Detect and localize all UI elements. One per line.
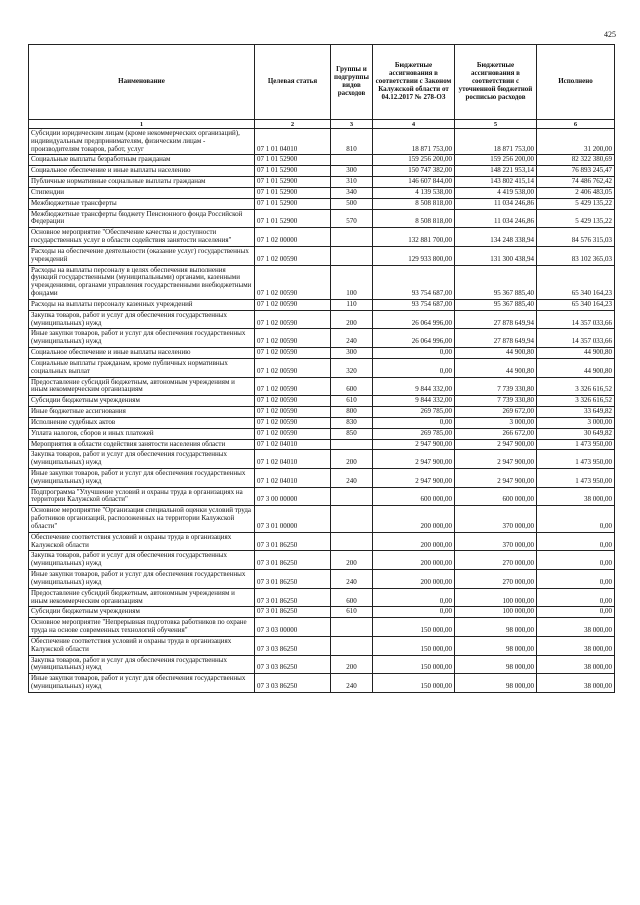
row-budget-refined: 27 878 649,94 xyxy=(455,329,537,348)
row-target-article: 07 1 02 00590 xyxy=(255,246,331,265)
row-name: Основное мероприятие "Обеспечение качества и доступности государственных услуг в области содействия занятости населения" xyxy=(29,228,255,247)
table-row xyxy=(29,655,615,674)
row-name: Закупка товаров, работ и услуг для обеспечения государственных (муниципальных) нужд xyxy=(29,655,255,674)
row-expense-group: 200 xyxy=(331,450,373,469)
row-executed: 0,00 xyxy=(537,607,615,618)
row-expense-group: 320 xyxy=(331,358,373,377)
row-name: Основное мероприятие "Непрерывная подготовка работников по охране труда на основе современных технологий обучения" xyxy=(29,618,255,637)
row-executed: 65 340 164,23 xyxy=(537,299,615,310)
row-budget-law: 2 947 900,00 xyxy=(373,468,455,487)
row-expense-group: 240 xyxy=(331,329,373,348)
row-expense-group xyxy=(331,618,373,637)
row-executed: 38 000,00 xyxy=(537,636,615,655)
row-budget-refined: 269 672,00 xyxy=(455,407,537,418)
row-name: Основное мероприятие "Организация специальной оценки условий труда работников организаций, расположенных на территории Калужской области" xyxy=(29,506,255,532)
row-budget-refined: 7 739 330,80 xyxy=(455,377,537,396)
header-budget-refined: Бюджетные ассигнования в соответствии с уточненной бюджетной росписью расходов xyxy=(455,45,537,120)
row-name: Мероприятия в области содействия занятости населения области xyxy=(29,439,255,450)
column-number: 3 xyxy=(331,120,373,129)
table-row xyxy=(29,377,615,396)
row-budget-law: 26 064 996,00 xyxy=(373,310,455,329)
row-target-article: 07 1 02 00590 xyxy=(255,377,331,396)
row-expense-group xyxy=(331,155,373,166)
row-executed: 3 326 616,52 xyxy=(537,396,615,407)
row-budget-law: 4 139 538,00 xyxy=(373,187,455,198)
row-budget-law: 8 508 818,00 xyxy=(373,198,455,209)
table-row xyxy=(29,674,615,693)
table-row xyxy=(29,129,615,155)
table-row xyxy=(29,468,615,487)
row-expense-group: 240 xyxy=(331,674,373,693)
row-executed: 0,00 xyxy=(537,532,615,551)
row-budget-refined: 11 034 246,86 xyxy=(455,209,537,228)
row-name: Социальное обеспечение и иные выплаты населению xyxy=(29,348,255,359)
row-executed: 2 406 483,05 xyxy=(537,187,615,198)
row-expense-group: 600 xyxy=(331,377,373,396)
row-budget-law: 269 785,00 xyxy=(373,428,455,439)
row-expense-group: 200 xyxy=(331,551,373,570)
row-budget-law: 0,00 xyxy=(373,588,455,607)
row-expense-group: 100 xyxy=(331,265,373,299)
row-executed: 0,00 xyxy=(537,506,615,532)
row-budget-refined: 159 256 200,00 xyxy=(455,155,537,166)
row-budget-refined: 134 248 338,94 xyxy=(455,228,537,247)
row-name: Иные закупки товаров, работ и услуг для обеспечения государственных (муниципальных) нужд xyxy=(29,468,255,487)
row-budget-refined: 100 000,00 xyxy=(455,607,537,618)
row-budget-refined: 7 739 330,80 xyxy=(455,396,537,407)
row-budget-law: 2 947 900,00 xyxy=(373,439,455,450)
table-row xyxy=(29,439,615,450)
row-target-article: 07 1 01 52900 xyxy=(255,198,331,209)
page-number: 425 xyxy=(604,30,616,39)
row-budget-refined: 11 034 246,86 xyxy=(455,198,537,209)
row-target-article: 07 1 01 52900 xyxy=(255,155,331,166)
row-name: Субсидии бюджетным учреждениям xyxy=(29,396,255,407)
row-expense-group xyxy=(331,506,373,532)
row-name: Уплата налогов, сборов и иных платежей xyxy=(29,428,255,439)
row-name: Иные закупки товаров, работ и услуг для обеспечения государственных (муниципальных) нужд xyxy=(29,570,255,589)
row-target-article: 07 1 02 00590 xyxy=(255,348,331,359)
row-target-article: 07 3 03 00000 xyxy=(255,618,331,637)
row-expense-group: 500 xyxy=(331,198,373,209)
row-name: Иные бюджетные ассигнования xyxy=(29,407,255,418)
row-budget-law: 600 000,00 xyxy=(373,487,455,506)
row-budget-law: 200 000,00 xyxy=(373,551,455,570)
row-executed: 44 900,80 xyxy=(537,348,615,359)
row-budget-law: 150 000,00 xyxy=(373,618,455,637)
row-expense-group: 610 xyxy=(331,607,373,618)
row-target-article: 07 3 03 86250 xyxy=(255,636,331,655)
row-budget-refined: 98 000,00 xyxy=(455,674,537,693)
table-row xyxy=(29,246,615,265)
table-row xyxy=(29,618,615,637)
row-expense-group: 200 xyxy=(331,310,373,329)
table-row xyxy=(29,265,615,299)
table-row xyxy=(29,570,615,589)
table-row xyxy=(29,209,615,228)
table-row xyxy=(29,551,615,570)
row-expense-group: 600 xyxy=(331,588,373,607)
row-executed: 3 000,00 xyxy=(537,417,615,428)
row-target-article: 07 1 02 00590 xyxy=(255,417,331,428)
row-executed: 5 429 135,22 xyxy=(537,198,615,209)
row-budget-law: 0,00 xyxy=(373,358,455,377)
row-target-article: 07 1 01 52900 xyxy=(255,166,331,177)
row-executed: 84 576 315,03 xyxy=(537,228,615,247)
row-name: Расходы на выплаты персоналу казенных учреждений xyxy=(29,299,255,310)
table-row xyxy=(29,299,615,310)
row-name: Исполнение судебных актов xyxy=(29,417,255,428)
header-executed: Исполнено xyxy=(537,45,615,120)
row-budget-law: 0,00 xyxy=(373,348,455,359)
table-row xyxy=(29,329,615,348)
row-budget-refined: 100 000,00 xyxy=(455,588,537,607)
table-row xyxy=(29,636,615,655)
row-target-article: 07 1 02 00590 xyxy=(255,358,331,377)
row-expense-group xyxy=(331,439,373,450)
row-budget-refined: 2 947 900,00 xyxy=(455,450,537,469)
row-budget-law: 146 607 844,00 xyxy=(373,177,455,188)
table-row xyxy=(29,348,615,359)
row-budget-law: 200 000,00 xyxy=(373,532,455,551)
header-budget-law: Бюджетные ассигнования в соответствии с Законом Калужской области от 04.12.2017 № 278-ОЗ xyxy=(373,45,455,120)
row-executed: 74 486 762,42 xyxy=(537,177,615,188)
row-target-article: 07 1 02 04010 xyxy=(255,468,331,487)
row-name: Иные закупки товаров, работ и услуг для обеспечения государственных (муниципальных) нужд xyxy=(29,674,255,693)
row-name: Субсидии юридическим лицам (кроме некоммерческих организаций), индивидуальным предпринимателям, физическим лицам - производителям товаров, работ, услуг xyxy=(29,129,255,155)
row-target-article: 07 1 01 04010 xyxy=(255,129,331,155)
row-name: Социальные выплаты безработным гражданам xyxy=(29,155,255,166)
row-budget-law: 2 947 900,00 xyxy=(373,450,455,469)
row-executed: 14 357 033,66 xyxy=(537,310,615,329)
row-budget-law: 26 064 996,00 xyxy=(373,329,455,348)
row-target-article: 07 1 02 00590 xyxy=(255,396,331,407)
row-name: Расходы на выплаты персоналу в целях обеспечения выполнения функций государственными (муниципальными) органами, казенными учреждениями, органами управления государственными внебюджетными фондами xyxy=(29,265,255,299)
row-budget-refined: 98 000,00 xyxy=(455,636,537,655)
row-budget-law: 18 871 753,00 xyxy=(373,129,455,155)
row-target-article: 07 3 03 86250 xyxy=(255,674,331,693)
row-budget-law: 200 000,00 xyxy=(373,506,455,532)
row-name: Закупка товаров, работ и услуг для обеспечения государственных (муниципальных) нужд xyxy=(29,551,255,570)
table-row xyxy=(29,607,615,618)
table-row xyxy=(29,417,615,428)
row-budget-refined: 600 000,00 xyxy=(455,487,537,506)
row-budget-law: 150 000,00 xyxy=(373,636,455,655)
row-budget-refined: 148 221 953,14 xyxy=(455,166,537,177)
table-row xyxy=(29,428,615,439)
row-expense-group: 800 xyxy=(331,407,373,418)
row-budget-refined: 95 367 885,40 xyxy=(455,299,537,310)
row-executed: 82 322 380,69 xyxy=(537,155,615,166)
row-budget-law: 93 754 687,00 xyxy=(373,299,455,310)
row-budget-refined: 370 000,00 xyxy=(455,532,537,551)
row-budget-refined: 131 300 438,94 xyxy=(455,246,537,265)
row-executed: 0,00 xyxy=(537,570,615,589)
row-expense-group: 240 xyxy=(331,570,373,589)
row-target-article: 07 1 02 04010 xyxy=(255,439,331,450)
row-budget-law: 150 747 382,00 xyxy=(373,166,455,177)
row-executed: 14 357 033,66 xyxy=(537,329,615,348)
column-number: 4 xyxy=(373,120,455,129)
row-executed: 38 000,00 xyxy=(537,487,615,506)
row-budget-refined: 266 672,00 xyxy=(455,428,537,439)
table-row xyxy=(29,358,615,377)
row-executed: 3 326 616,52 xyxy=(537,377,615,396)
row-name: Закупка товаров, работ и услуг для обеспечения государственных (муниципальных) нужд xyxy=(29,450,255,469)
header-expense-groups: Группы и подгруппы видов расходов xyxy=(331,45,373,120)
row-budget-law: 159 256 200,00 xyxy=(373,155,455,166)
row-budget-law: 9 844 332,00 xyxy=(373,396,455,407)
row-budget-law: 150 000,00 xyxy=(373,655,455,674)
row-target-article: 07 1 02 00000 xyxy=(255,228,331,247)
row-expense-group: 200 xyxy=(331,655,373,674)
row-target-article: 07 1 01 52900 xyxy=(255,209,331,228)
row-executed: 0,00 xyxy=(537,588,615,607)
row-budget-refined: 98 000,00 xyxy=(455,618,537,637)
table-row xyxy=(29,177,615,188)
row-name: Расходы на обеспечение деятельности (оказание услуг) государственных учреждений xyxy=(29,246,255,265)
table-row xyxy=(29,506,615,532)
row-expense-group: 300 xyxy=(331,348,373,359)
row-expense-group: 610 xyxy=(331,396,373,407)
row-name: Межбюджетные трансферты xyxy=(29,198,255,209)
row-name: Публичные нормативные социальные выплаты гражданам xyxy=(29,177,255,188)
row-name: Социальное обеспечение и иные выплаты населению xyxy=(29,166,255,177)
row-name: Межбюджетные трансферты бюджету Пенсионного фонда Российской Федерации xyxy=(29,209,255,228)
table-row xyxy=(29,407,615,418)
row-executed: 1 473 950,00 xyxy=(537,468,615,487)
column-number: 1 xyxy=(29,120,255,129)
row-budget-refined: 98 000,00 xyxy=(455,655,537,674)
row-expense-group: 240 xyxy=(331,468,373,487)
row-executed: 38 000,00 xyxy=(537,618,615,637)
row-budget-refined: 18 871 753,00 xyxy=(455,129,537,155)
row-expense-group: 810 xyxy=(331,129,373,155)
row-expense-group: 300 xyxy=(331,166,373,177)
row-budget-refined: 27 878 649,94 xyxy=(455,310,537,329)
column-number: 2 xyxy=(255,120,331,129)
row-target-article: 07 1 02 00590 xyxy=(255,329,331,348)
row-executed: 1 473 950,00 xyxy=(537,439,615,450)
table-row xyxy=(29,396,615,407)
budget-table xyxy=(28,44,615,693)
row-target-article: 07 3 01 86250 xyxy=(255,588,331,607)
row-budget-law: 9 844 332,00 xyxy=(373,377,455,396)
table-body xyxy=(29,120,615,693)
row-target-article: 07 3 01 86250 xyxy=(255,607,331,618)
row-expense-group xyxy=(331,228,373,247)
row-budget-refined: 44 900,80 xyxy=(455,358,537,377)
row-executed: 38 000,00 xyxy=(537,674,615,693)
row-executed: 31 200,00 xyxy=(537,129,615,155)
table-header xyxy=(29,45,615,120)
row-name: Иные закупки товаров, работ и услуг для обеспечения государственных (муниципальных) нужд xyxy=(29,329,255,348)
row-budget-law: 0,00 xyxy=(373,417,455,428)
row-budget-refined: 4 419 538,00 xyxy=(455,187,537,198)
row-target-article: 07 3 01 86250 xyxy=(255,570,331,589)
row-budget-law: 129 933 800,00 xyxy=(373,246,455,265)
row-expense-group: 850 xyxy=(331,428,373,439)
row-budget-law: 269 785,00 xyxy=(373,407,455,418)
table-row xyxy=(29,487,615,506)
row-executed: 76 893 245,47 xyxy=(537,166,615,177)
row-expense-group xyxy=(331,487,373,506)
table-row xyxy=(29,155,615,166)
table-row xyxy=(29,166,615,177)
table-row xyxy=(29,588,615,607)
row-name: Предоставление субсидий бюджетным, автономным учреждениям и иным некоммерческим организациям xyxy=(29,588,255,607)
row-budget-law: 200 000,00 xyxy=(373,570,455,589)
row-name: Социальные выплаты гражданам, кроме публичных нормативных социальных выплат xyxy=(29,358,255,377)
row-name: Обеспечение соответствия условий и охраны труда в организациях Калужской области xyxy=(29,636,255,655)
row-expense-group: 570 xyxy=(331,209,373,228)
row-target-article: 07 1 02 00590 xyxy=(255,428,331,439)
row-expense-group xyxy=(331,532,373,551)
row-budget-refined: 2 947 900,00 xyxy=(455,439,537,450)
row-target-article: 07 1 01 52900 xyxy=(255,187,331,198)
row-executed: 65 340 164,23 xyxy=(537,265,615,299)
row-executed: 1 473 950,00 xyxy=(537,450,615,469)
row-expense-group: 830 xyxy=(331,417,373,428)
row-budget-law: 93 754 687,00 xyxy=(373,265,455,299)
row-executed: 38 000,00 xyxy=(537,655,615,674)
row-budget-law: 150 000,00 xyxy=(373,674,455,693)
table-row xyxy=(29,187,615,198)
row-target-article: 07 1 02 04010 xyxy=(255,450,331,469)
row-name: Подпрограмма "Улучшение условий и охраны труда в организациях на территории Калужской области" xyxy=(29,487,255,506)
row-name: Субсидии бюджетным учреждениям xyxy=(29,607,255,618)
row-expense-group xyxy=(331,636,373,655)
row-name: Закупка товаров, работ и услуг для обеспечения государственных (муниципальных) нужд xyxy=(29,310,255,329)
row-target-article: 07 3 01 86250 xyxy=(255,551,331,570)
column-number: 5 xyxy=(455,120,537,129)
table-row xyxy=(29,310,615,329)
row-budget-refined: 3 000,00 xyxy=(455,417,537,428)
row-budget-law: 8 508 818,00 xyxy=(373,209,455,228)
row-expense-group: 310 xyxy=(331,177,373,188)
row-name: Предоставление субсидий бюджетным, автономным учреждениям и иным некоммерческим организациям xyxy=(29,377,255,396)
row-target-article: 07 3 03 86250 xyxy=(255,655,331,674)
row-executed: 0,00 xyxy=(537,551,615,570)
row-budget-refined: 143 802 415,14 xyxy=(455,177,537,188)
row-expense-group: 340 xyxy=(331,187,373,198)
row-executed: 83 102 365,03 xyxy=(537,246,615,265)
header-target-article: Целевая статья xyxy=(255,45,331,120)
row-executed: 44 900,80 xyxy=(537,358,615,377)
row-expense-group: 110 xyxy=(331,299,373,310)
row-target-article: 07 3 01 00000 xyxy=(255,506,331,532)
row-target-article: 07 1 02 00590 xyxy=(255,265,331,299)
table-row xyxy=(29,532,615,551)
row-budget-refined: 95 367 885,40 xyxy=(455,265,537,299)
row-budget-refined: 370 000,00 xyxy=(455,506,537,532)
column-number: 6 xyxy=(537,120,615,129)
row-budget-refined: 270 000,00 xyxy=(455,570,537,589)
row-budget-refined: 2 947 900,00 xyxy=(455,468,537,487)
row-target-article: 07 1 02 00590 xyxy=(255,299,331,310)
row-target-article: 07 1 01 52900 xyxy=(255,177,331,188)
column-number-row xyxy=(29,120,615,129)
row-target-article: 07 1 02 00590 xyxy=(255,407,331,418)
row-budget-refined: 270 000,00 xyxy=(455,551,537,570)
table-row xyxy=(29,228,615,247)
row-budget-refined: 44 900,80 xyxy=(455,348,537,359)
table-row xyxy=(29,198,615,209)
row-target-article: 07 3 01 86250 xyxy=(255,532,331,551)
header-name: Наименование xyxy=(29,45,255,120)
row-budget-law: 132 881 700,00 xyxy=(373,228,455,247)
row-budget-law: 0,00 xyxy=(373,607,455,618)
row-name: Стипендии xyxy=(29,187,255,198)
row-executed: 33 649,82 xyxy=(537,407,615,418)
table-row xyxy=(29,450,615,469)
row-target-article: 07 3 00 00000 xyxy=(255,487,331,506)
row-target-article: 07 1 02 00590 xyxy=(255,310,331,329)
row-name: Обеспечение соответствия условий и охраны труда в организациях Калужской области xyxy=(29,532,255,551)
row-executed: 30 649,82 xyxy=(537,428,615,439)
row-executed: 5 429 135,22 xyxy=(537,209,615,228)
row-expense-group xyxy=(331,246,373,265)
